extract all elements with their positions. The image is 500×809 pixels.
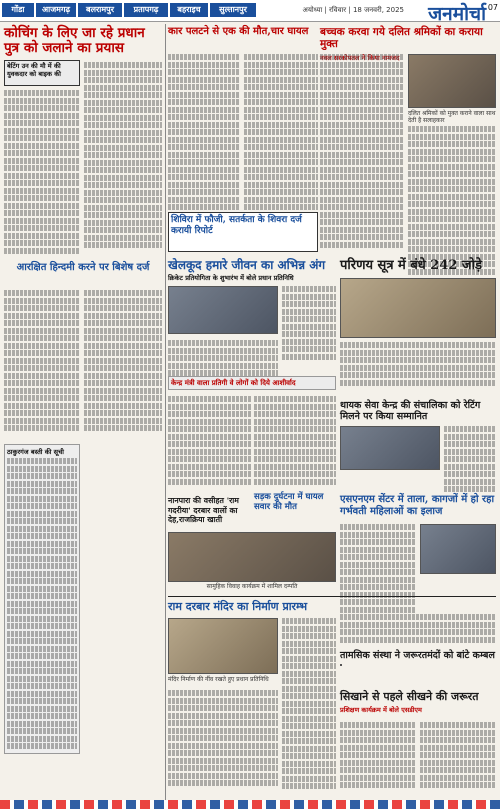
box-story [4, 60, 80, 86]
photo-ram-temple [168, 618, 278, 674]
sikhane-body-right [420, 722, 496, 790]
story-minister [168, 376, 336, 390]
sports-body-side [282, 286, 336, 361]
col3-body-right [408, 126, 496, 276]
color-registration-bar [0, 800, 500, 809]
sports-body [168, 340, 278, 378]
story-blankets [340, 650, 496, 661]
masthead-title: जनमोर्चा [428, 3, 486, 25]
sikhane-body-left [340, 722, 416, 790]
service-body [444, 426, 496, 494]
headline-car-accident: कार पलटने से एक की मौत,चार घायल [168, 26, 309, 37]
minister-body-left [168, 396, 252, 486]
wedding-body [340, 342, 496, 387]
headline-sports: खेलकूद हमारे जीवन का अभिन्न अंग [168, 258, 326, 272]
list-box-title: ठाकुरगंज बस्ती की सूची [7, 448, 64, 456]
story-nanpara [168, 496, 252, 525]
headline-fauji: शिविरा में फौजी, सतर्कता के शिवरा दर्ज करायी रिपोर्ट [171, 215, 302, 236]
subhead-minister: केन्द्र मंत्री वाला प्रतिगी वे लोगों को दिये आशीर्वाद [171, 379, 296, 387]
tab-balrampur[interactable]: बलरामपुर [78, 3, 122, 17]
headline-wedding: परिणय सूत्र में बंधे 242 जोड़े [340, 258, 482, 273]
subhead-dalit-workers: नवल सरकोपतल ने किया नामजद [320, 54, 400, 62]
tab-azamgarh[interactable]: आजमगढ़ [36, 3, 76, 17]
minister-body-right [254, 396, 336, 486]
district-nav-bar [0, 0, 500, 25]
headline-dalit-workers: बच्चक करवा गये दलित श्रमिकों का कराया मुक्त [320, 26, 483, 50]
headline-service-center: थायक सेवा केन्द्र की संचालिका को रेटिंग मिलने पर किया सम्मानित [340, 400, 481, 422]
photo-wedding [340, 278, 496, 338]
headline-sikhane: सिखाने से पहले सीखने की जरूरत [340, 690, 479, 703]
caption-dalit-workers: दलित श्रमिकों को मुक्त कराने वाला साथ देती है सलाहकार [408, 110, 496, 124]
headline-road-accident: सड़क दुर्घटना में घायल सवार की मौत [254, 492, 324, 512]
photo-snm-center [420, 524, 496, 574]
tab-pratapgarh[interactable]: प्रतापगढ़ [124, 3, 168, 17]
story-reservation [4, 262, 162, 274]
story-wedding [340, 258, 496, 273]
tab-bahraich[interactable]: बहराइच [170, 3, 208, 17]
story-sports [168, 258, 336, 282]
ram-temple-side [282, 618, 336, 791]
box-story-title: बेटिंग उन की मौ में की युवकदार को बाइक की [7, 62, 61, 78]
tab-gonda[interactable]: गोंडा [2, 3, 34, 17]
subhead-sikhane: प्रशिक्षण कार्यक्रम में बोले एसडीएम [340, 706, 422, 714]
row4-divider [168, 596, 496, 597]
headline-blankets: तामसिक संस्था ने जरूरतमंदों को बांटे कम्बल [340, 650, 495, 661]
col1b-body-right [84, 290, 162, 433]
headline-nanpara: नानपारा की वसीहत 'राम गदरीया' दरबार वालों का देह,राजक्रिया खाती [168, 496, 239, 524]
snm-body-2 [340, 614, 496, 644]
headline-coaching: कोचिंग के लिए जा रहे प्रधान पुत्र को जलाने का प्रयास [4, 25, 145, 56]
story-snm-center [340, 494, 496, 518]
tab-sultanpur[interactable]: सुल्तानपुर [210, 3, 256, 17]
col1-body-left [4, 90, 80, 255]
caption-nanpara: सामुहिक विवाह कार्यक्रम में शामिल दम्पति [206, 583, 298, 590]
col1b-body-left [4, 290, 80, 433]
story-road-accident [254, 492, 336, 512]
story-coaching [4, 26, 162, 56]
photo-dalit-workers [408, 54, 496, 108]
photo-nanpara [168, 532, 336, 582]
story-service-center [340, 400, 496, 422]
story-car-accident [168, 26, 318, 38]
list-box [4, 444, 80, 754]
subhead-sports: क्रिकेट प्रतियोगिता के शुभारंभ में बोले प्रधान प्रतिनिधि [168, 274, 294, 282]
column-divider [165, 24, 166, 800]
col1-body-right [84, 62, 162, 250]
page-number: 07 [487, 3, 498, 12]
photo-service-center [340, 426, 440, 470]
caption-ram-temple: मंदिर निर्माण की नींव रखते हुए प्रधान प्रतिनिधि [168, 676, 269, 683]
story-fauji [168, 212, 318, 252]
snm-body [340, 524, 416, 614]
story-sikhane [340, 690, 496, 714]
headline-ram-temple: राम दरबार मंदिर का निर्माण प्रारम्भ [168, 600, 308, 613]
photo-sports [168, 286, 278, 334]
story-ram-temple [168, 600, 336, 613]
ram-temple-body [168, 690, 278, 788]
col3-body-left [320, 54, 404, 249]
headline-snm-center: एसएनएम सेंटर में ताला, कागजों में हो रहा गर्भवती महिलाओं का इलाज [340, 494, 495, 517]
issue-date: अयोध्या | रविवार | 18 जनवरी, 2025 [302, 6, 404, 14]
headline-reservation: आरक्षित हिन्दमी करने पर बिशेष दर्ज [16, 262, 150, 273]
